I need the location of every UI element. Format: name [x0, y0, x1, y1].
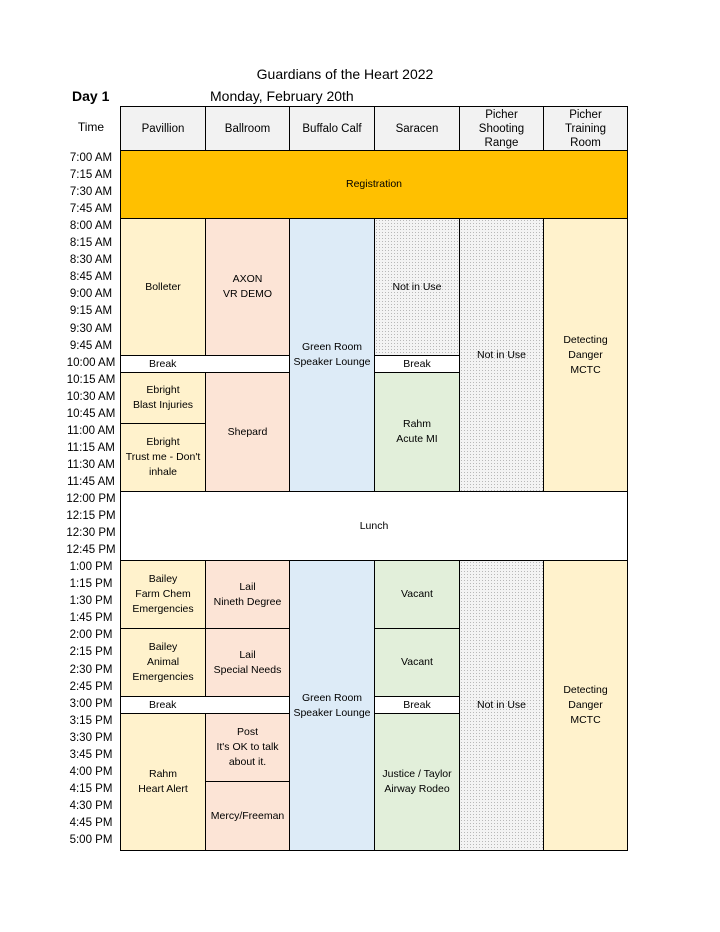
time-slot: 1:15 PM [69, 578, 113, 591]
header-ballroom: Ballroom [205, 106, 290, 151]
session-post [205, 713, 290, 782]
session-line: Lail [239, 648, 256, 661]
session-line: about it. [228, 756, 267, 768]
time-slot: 8:15 AM [69, 237, 113, 250]
session-bailey-animal [120, 628, 206, 697]
session-line: Special Needs [213, 663, 282, 676]
session-ebright-trust [120, 423, 206, 492]
session-break-pm-saracen: Break [374, 696, 460, 714]
time-slot: 3:45 PM [69, 748, 113, 761]
session-axon-vr-demo [205, 218, 290, 356]
time-slot: 12:00 PM [66, 493, 116, 505]
time-slot: 8:30 AM [69, 254, 113, 267]
time-slot: 2:30 PM [69, 663, 113, 676]
session-shepard: Shepard [205, 372, 290, 492]
session-line: Detecting [563, 333, 608, 346]
time-slot: 12:15 PM [66, 510, 116, 523]
session-rahm-acute-mi [374, 372, 460, 492]
session-line: Danger [568, 699, 603, 711]
header-line: Range [484, 136, 519, 149]
header-pavillion: Pavillion [120, 106, 206, 151]
session-break-pm: Break [120, 696, 290, 714]
session-vacant-1: Vacant [374, 560, 460, 629]
session-break-am: Break [120, 355, 290, 373]
session-line: Rahm [402, 418, 431, 430]
session-line: Speaker Lounge [293, 356, 371, 368]
time-slot: 9:45 AM [69, 339, 113, 352]
header-picher-shooting-range [459, 106, 544, 151]
time-slot: 2:15 PM [69, 646, 113, 659]
session-not-in-use-range-am: Not in Use [459, 218, 544, 492]
time-slot: 3:15 PM [69, 714, 113, 727]
session-line: Emergencies [132, 603, 194, 615]
header-line: Training [564, 122, 607, 135]
session-line: Justice / Taylor [382, 768, 452, 780]
schedule-grid [120, 106, 628, 851]
time-slot: 10:15 AM [66, 373, 116, 386]
session-registration: Registration [120, 150, 628, 219]
time-slot: 8:00 AM [69, 220, 113, 233]
header-line: Room [570, 136, 601, 149]
session-green-room-pm [289, 560, 375, 851]
time-slot: 4:45 PM [69, 816, 113, 829]
time-slot: 11:15 AM [67, 441, 115, 454]
session-line: Trust me - Don't [125, 451, 201, 463]
session-line: Lail [239, 580, 256, 593]
time-slot: 9:30 AM [69, 322, 113, 335]
time-slot: 7:00 AM [69, 152, 113, 164]
time-slot: 8:45 AM [69, 271, 113, 284]
session-line: VR DEMO [222, 288, 272, 300]
time-slot: 7:15 AM [69, 169, 113, 182]
session-line: Farm Chem [135, 588, 191, 600]
header-line: Shooting [478, 122, 525, 135]
session-lunch: Lunch [120, 491, 628, 561]
time-slot: 5:00 PM [69, 834, 113, 846]
time-slot: 2:00 PM [69, 629, 113, 642]
time-slot: 11:45 AM [67, 475, 115, 488]
session-line: Green Room [301, 341, 363, 353]
session-line: Bailey [148, 573, 178, 585]
session-line: MCTC [570, 363, 601, 376]
session-green-room-am [289, 218, 375, 492]
time-slot: 9:15 AM [69, 305, 113, 318]
session-lail-special-needs [205, 628, 290, 697]
time-slot: 10:00 AM [66, 356, 116, 369]
session-line: Acute MI [396, 433, 438, 445]
time-slot: 9:00 AM [69, 288, 113, 301]
session-line: inhale [148, 466, 178, 478]
session-bailey-farm-chem [120, 560, 206, 629]
date-label: Monday, February 20th [210, 88, 354, 104]
session-line: Blast Injuries [132, 399, 194, 411]
time-column-header: Time [77, 120, 105, 134]
time-slot: 1:45 PM [69, 612, 113, 625]
session-line: Nineth Degree [213, 595, 282, 608]
session-ebright-blast [120, 372, 206, 424]
session-line: Ebright [146, 436, 180, 448]
session-line: Ebright [146, 384, 180, 396]
time-slot: 11:30 AM [67, 458, 115, 471]
header-line: Picher [485, 108, 518, 121]
session-line: Speaker Lounge [293, 706, 371, 719]
header-saracen: Saracen [374, 106, 460, 151]
time-slot: 11:00 AM [67, 424, 115, 437]
time-slot: 12:30 PM [66, 527, 116, 540]
session-line: Detecting [563, 684, 608, 696]
session-line: Airway Rodeo [384, 783, 450, 795]
time-slot: 10:45 AM [66, 407, 116, 420]
session-line: Animal [146, 656, 180, 668]
header-picher-training-room [543, 106, 628, 151]
session-lail-nineth-degree [205, 560, 290, 629]
session-line: It's OK to talk [216, 741, 279, 753]
session-vacant-2: Vacant [374, 628, 460, 697]
schedule-title: Guardians of the Heart 2022 [256, 66, 434, 82]
session-detecting-danger-pm [543, 560, 628, 851]
time-slot: 4:00 PM [69, 765, 113, 778]
session-bolleter: Bolleter [120, 218, 206, 356]
time-slot: 12:45 PM [66, 544, 116, 557]
session-line: MCTC [570, 714, 601, 726]
time-slot: 1:00 PM [69, 561, 113, 574]
session-not-in-use-saracen: Not in Use [374, 218, 460, 356]
session-mercy-freeman: Mercy/Freeman [205, 781, 290, 851]
session-break-am-saracen: Break [374, 355, 460, 373]
session-line: Green Room [301, 691, 363, 704]
session-justice-taylor [374, 713, 460, 851]
session-line: Heart Alert [138, 783, 188, 795]
time-slot: 7:45 AM [69, 203, 113, 216]
time-slot: 4:15 PM [69, 782, 113, 795]
session-line: Danger [568, 348, 603, 361]
session-detecting-danger-am [543, 218, 628, 492]
session-line: Rahm [148, 768, 177, 780]
session-not-in-use-range-pm: Not in Use [459, 560, 544, 851]
session-line: AXON [232, 273, 263, 285]
day-label: Day 1 [72, 88, 110, 104]
session-line: Post [236, 726, 258, 738]
time-slot: 2:45 PM [69, 680, 113, 693]
session-rahm-heart-alert [120, 713, 206, 851]
session-line: Emergencies [132, 671, 194, 683]
time-slot: 1:30 PM [69, 595, 113, 608]
time-slot: 4:30 PM [69, 799, 113, 812]
header-buffalo-calf: Buffalo Calf [289, 106, 375, 151]
time-slot: 10:30 AM [66, 390, 116, 403]
time-slot: 3:00 PM [69, 697, 113, 710]
time-slot: 3:30 PM [69, 731, 113, 744]
time-slot: 7:30 AM [69, 186, 113, 199]
header-line: Picher [569, 108, 602, 121]
session-line: Bailey [148, 641, 178, 653]
